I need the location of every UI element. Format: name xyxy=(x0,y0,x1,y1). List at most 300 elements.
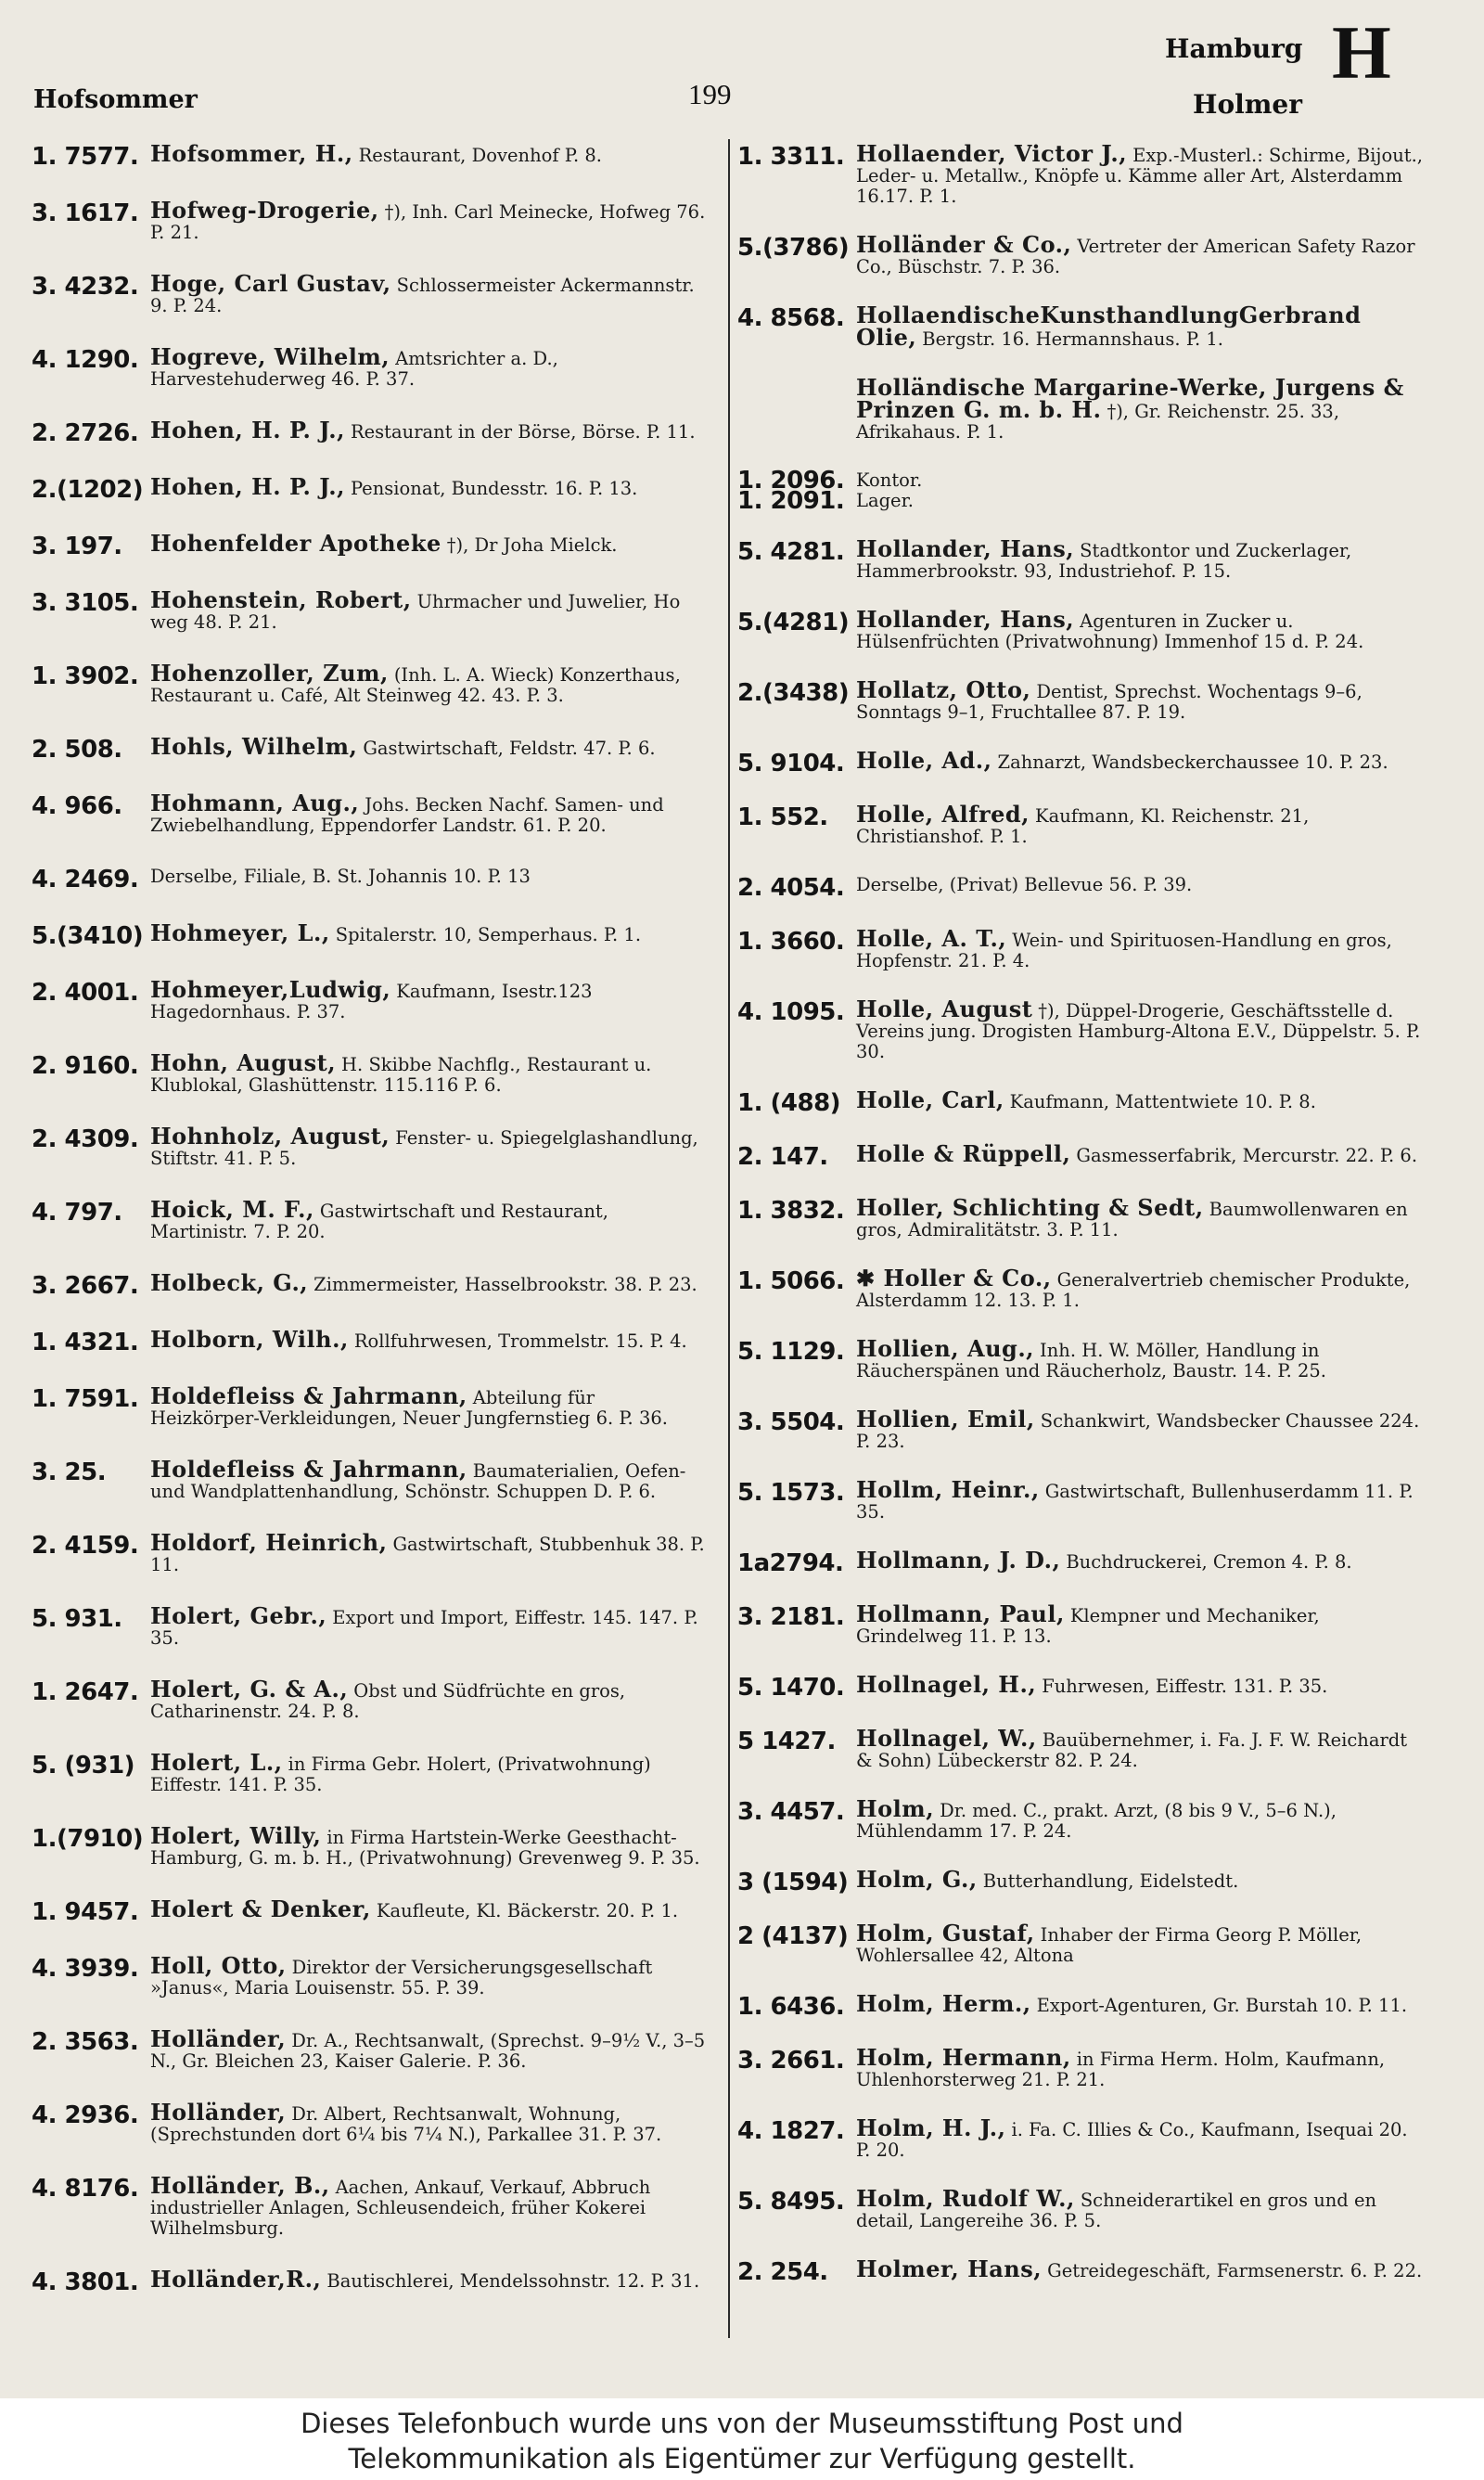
subscriber-details: Derselbe, Filiale, B. St. Johannis 10. P. 13 xyxy=(150,866,531,887)
phone-number: 5.(3410) xyxy=(32,922,144,950)
directory-entry xyxy=(32,1749,709,1826)
subscriber-details: in Firma Herm. Holm, Kaufmann, Uhlenhorsterweg 21. P. 21. xyxy=(856,2049,1386,2090)
subscriber-name: Holländer,R., xyxy=(150,2266,322,2293)
directory-entry xyxy=(737,2114,1424,2189)
subscriber-name: Hohmann, Aug., xyxy=(150,790,360,816)
subscriber-name: Holmer, Hans, xyxy=(856,2255,1043,2282)
phone-number: 2. 9160. xyxy=(32,1052,139,1080)
header-section-letter: H xyxy=(1332,10,1391,95)
subscriber-name: Hollmann, Paul, xyxy=(856,1600,1065,1627)
directory-entry xyxy=(737,875,1424,929)
directory-entry xyxy=(32,1895,709,1956)
phone-number: 4. 3801. xyxy=(32,2268,139,2296)
phone-number: 1. 9457. xyxy=(32,1898,139,1926)
subscriber-details: Bergstr. 16. Hermannshaus. P. 1. xyxy=(922,328,1223,350)
subscriber-name: Hollatz, Otto, xyxy=(856,676,1031,703)
subscriber-details: Zimmermeister, Hasselbrookstr. 38. P. 23. xyxy=(313,1274,697,1295)
subscriber-details: Abteilung für Heizkörper-Verkleidungen, Neuer Jungfernstieg 6. P. 36. xyxy=(150,1387,668,1429)
phone-number: 2. 4054. xyxy=(737,874,845,902)
phone-number: 3. 3105. xyxy=(32,589,139,617)
directory-entry xyxy=(32,976,709,1053)
phone-number: 5. 1470. xyxy=(737,1674,845,1702)
directory-entry xyxy=(737,1194,1424,1268)
subscriber-name: Holert, Gebr., xyxy=(150,1602,327,1629)
subscriber-details: Fuhrwesen, Eiffestr. 131. P. 35. xyxy=(1042,1676,1328,1697)
directory-entry xyxy=(737,2185,1424,2259)
entry-text xyxy=(150,976,709,1022)
phone-number: 3 (1594) xyxy=(737,1869,849,1896)
directory-entry xyxy=(32,790,709,867)
entry-text xyxy=(150,2172,709,2239)
directory-entry xyxy=(32,867,709,923)
phone-number: 1. 2647. xyxy=(32,1678,139,1706)
directory-entry xyxy=(32,1529,709,1606)
directory-entry xyxy=(32,733,709,793)
directory-entry xyxy=(737,467,1424,539)
entry-text xyxy=(150,2025,709,2072)
phone-number: 4. 1290. xyxy=(32,346,139,374)
subscriber-details: in Firma Gebr. Holert, (Privatwohnung) Eiffestr. 141. P. 35. xyxy=(150,1754,651,1795)
subscriber-details: Dr. med. C., prakt. Arzt, (8 bis 9 V., 5–6 N.), Mühlendamm 17. P. 24. xyxy=(856,1800,1337,1842)
phone-number: 5. 8495. xyxy=(737,2188,845,2216)
directory-entry xyxy=(737,231,1424,305)
subscriber-details: Bautischlerei, Mendelssohnstr. 12. P. 31. xyxy=(326,2270,700,2292)
subscriber-details: Gastwirtschaft, Stubbenhuk 38. P. 11. xyxy=(150,1534,705,1575)
subscriber-details: Kaufmann, Isestr.123 Hagedornhaus. P. 37. xyxy=(150,981,593,1022)
entry-text xyxy=(150,1529,709,1575)
subscriber-name: Hoge, Carl Gustav, xyxy=(150,270,391,297)
phone-number: 2. 508. xyxy=(32,736,122,764)
phone-number: 1a2794. xyxy=(737,1549,844,1577)
phone-number: 4. 3939. xyxy=(32,1955,139,1983)
subscriber-details: Klempner und Mechaniker, Grindelweg 11. P. 13. xyxy=(856,1605,1320,1647)
subscriber-name: Holert, G. & A., xyxy=(150,1676,349,1703)
subscriber-details: Export und Import, Eiffestr. 145. 147. P. 35. xyxy=(150,1607,698,1649)
entry-text xyxy=(856,801,1424,847)
subscriber-details: Kaufmann, Kl. Reichenstr. 21, Christianshof. P. 1. xyxy=(856,805,1310,847)
subscriber-details: Agenturen in Zucker u. Hülsenfrüchten (Privatwohnung) Immenhof 15 d. P. 24. xyxy=(856,610,1364,652)
entry-text xyxy=(856,470,1424,511)
directory-entry xyxy=(32,270,709,347)
subscriber-details: Aachen, Ankauf, Verkauf, Abbruch industrieller Anlagen, Schleusendeich, früher Kokerei Wilhelmsburg. xyxy=(150,2177,651,2239)
phone-number: 2 (4137) xyxy=(737,1922,849,1950)
entry-text xyxy=(150,1749,709,1795)
directory-entry xyxy=(32,417,709,477)
directory-entry xyxy=(737,925,1424,999)
subscriber-details: Buchdruckerei, Cremon 4. P. 8. xyxy=(1066,1551,1352,1573)
subscriber-details: †), Inh. Carl Meinecke, Hofweg 76. P. 21. xyxy=(150,201,706,243)
subscriber-details: Gasmesserfabrik, Mercurstr. 22. P. 6. xyxy=(1076,1145,1418,1166)
directory-entry xyxy=(737,801,1424,875)
subscriber-name: HollaendischeKunsthandlungGerbrand Olie, xyxy=(856,302,1362,351)
phone-number: 1. 3660. xyxy=(737,928,845,956)
right-column xyxy=(737,144,1424,2333)
directory-entry xyxy=(737,1086,1424,1144)
entry-text xyxy=(856,1795,1424,1842)
phone-number: 2. 254. xyxy=(737,2258,828,2286)
subscriber-details: †), Gr. Reichenstr. 25. 33, Afrikahaus. P. 1. xyxy=(856,401,1340,443)
directory-entry xyxy=(737,535,1424,610)
subscriber-details: Kaufleute, Kl. Bäckerstr. 20. P. 1. xyxy=(376,1900,679,1921)
phone-number: 3. 2181. xyxy=(737,1603,845,1631)
directory-entry xyxy=(32,1196,709,1273)
entry-text xyxy=(150,1676,709,1722)
subscriber-details: (Inh. L. A. Wieck) Konzerthaus, Restaurant u. Café, Alt Steinweg 42. 43. P. 3. xyxy=(150,664,681,706)
subscriber-details: Dr. A., Rechtsanwalt, (Sprechst. 9–9½ V., 3–5 N., Gr. Bleichen 23, Kaiser Galerie. P. 36. xyxy=(150,2030,706,2072)
subscriber-name: Hofsommer, H., xyxy=(150,144,353,167)
subscriber-details: Spitalerstr. 10, Semperhaus. P. 1. xyxy=(335,924,642,945)
phone-number: 1. 3902. xyxy=(32,662,139,690)
entry-text xyxy=(856,374,1424,443)
phone-number: 5.(3786) xyxy=(737,234,850,262)
subscriber-name: Holdefleiss & Jahrmann, xyxy=(150,1382,467,1409)
subscriber-name: Hollnagel, H., xyxy=(856,1671,1037,1698)
entry-text xyxy=(856,1725,1424,1771)
footer-notice xyxy=(0,2398,1484,2480)
entry-text xyxy=(150,417,709,443)
entry-text xyxy=(150,2099,709,2145)
entry-text xyxy=(856,1920,1424,1966)
subscriber-name: Hollien, Emil, xyxy=(856,1406,1035,1433)
subscriber-name: Hohenfelder Apotheke xyxy=(150,530,441,557)
entry-text xyxy=(856,1990,1424,2017)
entry-text xyxy=(856,1086,1424,1113)
footer-line-2: Telekommunikation als Eigentümer zur Verfügung gestellt. xyxy=(348,2443,1136,2474)
entry-text xyxy=(856,302,1424,351)
subscriber-details: Getreidegeschäft, Farmsenerstr. 6. P. 22. xyxy=(1047,2260,1423,2281)
entry-text xyxy=(856,535,1424,582)
directory-entry xyxy=(32,2099,709,2176)
subscriber-name: Hollmann, J. D., xyxy=(856,1547,1061,1574)
subscriber-details: †), Düppel-Drogerie, Geschäftsstelle d. Vereins jung. Drogisten Hamburg-Altona E.V., Düppelstr. 5. P. 30. xyxy=(856,1000,1421,1062)
directory-entry xyxy=(737,1547,1424,1604)
entry-text xyxy=(150,660,709,706)
subscriber-details: Exp.-Musterl.: Schirme, Bijout., Leder- u. Metallw., Knöpfe u. Kämme aller Art, Alsterdamm 16.17. P. 1. xyxy=(856,145,1423,207)
phone-number: 2.(3438) xyxy=(737,679,850,707)
subscriber-name: Holborn, Wilh., xyxy=(150,1326,349,1353)
subscriber-details: i. Fa. C. Illies & Co., Kaufmann, Isequai 20. P. 20. xyxy=(856,2119,1408,2161)
directory-entry xyxy=(32,2266,709,2326)
entry-text xyxy=(150,270,709,316)
phone-number: 4. 2936. xyxy=(32,2101,139,2129)
subscriber-name: Hollander, Hans, xyxy=(856,535,1075,562)
subscriber-name: Hohmeyer, L., xyxy=(150,919,330,946)
directory-entry xyxy=(32,2025,709,2102)
phone-number: 5. 931. xyxy=(32,1605,122,1633)
subscriber-name: Holländische Margarine-Werke, Jurgens & Prinzen G. m. b. H. xyxy=(856,374,1404,423)
directory-entry xyxy=(737,747,1424,804)
directory-entry xyxy=(737,606,1424,680)
subscriber-name: ✱ Holler & Co., xyxy=(856,1265,1052,1291)
subscriber-details: Uhrmacher und Juwelier, Ho weg 48. P. 21. xyxy=(150,591,681,633)
subscriber-details: Gastwirtschaft, Feldstr. 47. P. 6. xyxy=(363,738,656,759)
subscriber-details: Schankwirt, Wandsbecker Chaussee 224. P. 23. xyxy=(856,1410,1420,1452)
subscriber-name: Holert & Denker, xyxy=(150,1895,371,1922)
phone-number: 3. 197. xyxy=(32,533,122,560)
entry-text xyxy=(150,343,709,390)
entry-text xyxy=(150,1382,709,1429)
subscriber-details: Restaurant in der Börse, Börse. P. 11. xyxy=(350,421,696,443)
phone-number: 1. 3832. xyxy=(737,1197,845,1225)
subscriber-details: Restaurant, Dovenhof P. 8. xyxy=(358,145,602,166)
entry-text xyxy=(856,144,1424,207)
subscriber-details: Baumaterialien, Oefen- und Wandplattenhandlung, Schönstr. Schuppen D. P. 6. xyxy=(150,1460,686,1502)
directory-entry xyxy=(737,1476,1424,1550)
entry-text xyxy=(856,2044,1424,2090)
entry-text xyxy=(150,1952,709,1998)
subscriber-name: Holle, Ad., xyxy=(856,747,992,774)
directory-entry xyxy=(32,473,709,533)
subscriber-name: Holle, August xyxy=(856,996,1033,1022)
entry-text xyxy=(856,2185,1424,2231)
subscriber-details: Zahnarzt, Wandsbeckerchaussee 10. P. 23. xyxy=(997,752,1388,773)
subscriber-name: Holert, Willy, xyxy=(150,1822,322,1849)
directory-entry xyxy=(32,1123,709,1200)
phone-number: 1.(7910) xyxy=(32,1825,144,1853)
entry-text xyxy=(150,1123,709,1169)
subscriber-details: Butterhandlung, Eidelstedt. xyxy=(982,1870,1239,1892)
subscriber-details: Amtsrichter a. D., Harvestehuderweg 46. P. 37. xyxy=(150,348,558,390)
entry-text xyxy=(150,2266,709,2293)
phone-number: 5.(4281) xyxy=(737,609,850,636)
header-first-entry: Hofsommer xyxy=(33,85,198,114)
subscriber-details: Generalvertrieb chemischer Produkte, Alsterdamm 12. 13. P. 1. xyxy=(856,1269,1411,1311)
entry-text xyxy=(150,790,709,836)
directory-entry xyxy=(32,586,709,663)
entry-text xyxy=(856,231,1424,277)
directory-entry xyxy=(32,197,709,274)
entry-text xyxy=(150,1196,709,1242)
subscriber-details: Fenster- u. Spiegelglashandlung, Stiftstr. 41. P. 5. xyxy=(150,1127,698,1169)
subscriber-details: H. Skibbe Nachflg., Restaurant u. Klublokal, Glashüttenstr. 115.116 P. 6. xyxy=(150,1054,652,1096)
entry-text xyxy=(150,586,709,633)
subscriber-name: Holert, L., xyxy=(150,1749,283,1776)
subscriber-details: Baumwollenwaren en gros, Admiralitätstr. 3. P. 11. xyxy=(856,1199,1408,1240)
phone-number: 4. 797. xyxy=(32,1199,122,1227)
page-number: 199 xyxy=(688,78,732,110)
subscriber-name: Holm, xyxy=(856,1795,935,1822)
phone-number: 1. 4321. xyxy=(32,1329,139,1356)
phone-number: 3. 2661. xyxy=(737,2047,845,2075)
phone-number: 1. 6436. xyxy=(737,1993,845,2021)
directory-entry xyxy=(737,1140,1424,1198)
phone-number: 4. 1095. xyxy=(737,998,845,1026)
phone-number: 2. 4001. xyxy=(32,979,139,1007)
subscriber-details: Rollfuhrwesen, Trommelstr. 15. P. 4. xyxy=(353,1330,687,1352)
subscriber-name: Holländer & Co., xyxy=(856,231,1072,258)
entry-text xyxy=(150,1049,709,1096)
directory-entry xyxy=(32,530,709,590)
subscriber-name: Holländer, xyxy=(150,2025,287,2052)
directory-entry xyxy=(32,1822,709,1899)
entry-text xyxy=(150,1269,709,1296)
subscriber-name: Holle, Carl, xyxy=(856,1086,1004,1113)
directory-entry xyxy=(737,302,1424,378)
entry-text xyxy=(856,606,1424,652)
phone-number: 5. 4281. xyxy=(737,538,845,566)
directory-entry xyxy=(737,2255,1424,2313)
entry-text xyxy=(856,1547,1424,1574)
subscriber-details: Wein- und Spirituosen-Handlung en gros, Hopfenstr. 21. P. 4. xyxy=(856,930,1392,971)
subscriber-details: Bauübernehmer, i. Fa. J. F. W. Reichardt & Sohn) Lübeckerstr 82. P. 24. xyxy=(856,1729,1408,1771)
directory-entry xyxy=(32,1382,709,1459)
entry-text xyxy=(150,473,709,500)
phone-number: 5 1427. xyxy=(737,1728,836,1755)
phone-number: 2. 4159. xyxy=(32,1532,139,1560)
left-column xyxy=(32,144,709,2333)
directory-entry xyxy=(737,2044,1424,2118)
subscriber-details: Export-Agenturen, Gr. Burstah 10. P. 11. xyxy=(1036,1995,1408,2016)
phone-number: 5. 9104. xyxy=(737,750,845,777)
phone-number: 1. 7591. xyxy=(32,1385,139,1413)
directory-entry xyxy=(737,1265,1424,1339)
subscriber-name: Holm, Hermann, xyxy=(856,2044,1071,2071)
entry-text xyxy=(856,1671,1424,1698)
phone-number: 3. 1617. xyxy=(32,199,139,227)
directory-entry xyxy=(737,996,1424,1090)
phone-number: 5. 1573. xyxy=(737,1479,845,1507)
subscriber-details: Inh. H. W. Möller, Handlung in Räucherspänen und Räucherholz, Baustr. 14. P. 25. xyxy=(856,1340,1327,1381)
directory-entry xyxy=(32,1049,709,1126)
phone-number: 1. (488) xyxy=(737,1089,841,1117)
entry-text xyxy=(856,676,1424,723)
entry-text xyxy=(856,1600,1424,1647)
entry-text xyxy=(150,1326,709,1353)
directory-entry xyxy=(737,1920,1424,1994)
directory-entry xyxy=(32,343,709,420)
subscriber-details: Inhaber der Firma Georg P. Möller, Wohlersallee 42, Altona xyxy=(856,1924,1362,1966)
subscriber-name: Hollm, Heinr., xyxy=(856,1476,1040,1503)
phone-number: 3. 5504. xyxy=(737,1408,845,1436)
directory-entry xyxy=(737,676,1424,751)
entry-text xyxy=(150,1602,709,1649)
phone-number: 1. 552. xyxy=(737,803,828,831)
subscriber-details: Kontor. Lager. xyxy=(856,469,923,511)
entry-text xyxy=(150,530,709,557)
column-divider xyxy=(728,139,730,2338)
subscriber-details: Pensionat, Bundesstr. 16. P. 13. xyxy=(350,478,638,499)
subscriber-name: Holdorf, Heinrich, xyxy=(150,1529,388,1556)
directory-entry xyxy=(32,660,709,737)
subscriber-details: Gastwirtschaft, Bullenhuserdamm 11. P. 35. xyxy=(856,1481,1414,1523)
subscriber-name: Hoick, M. F., xyxy=(150,1196,314,1223)
directory-entry xyxy=(737,1990,1424,2048)
directory-entry xyxy=(737,1600,1424,1675)
subscriber-details: Dr. Albert, Rechtsanwalt, Wohnung, (Sprechstunden dort 6¼ bis 7¼ N.), Parkallee 31. P. 37. xyxy=(150,2103,662,2145)
phone-number: 3. 4232. xyxy=(32,273,139,301)
subscriber-details: Johs. Becken Nachf. Samen- und Zwiebelhandlung, Eppendorfer Landstr. 61. P. 20. xyxy=(150,794,664,836)
directory-entry xyxy=(32,1269,709,1330)
subscriber-name: Hogreve, Wilhelm, xyxy=(150,343,390,370)
directory-entry xyxy=(737,1725,1424,1799)
entry-text xyxy=(150,867,709,887)
directory-entry xyxy=(737,1866,1424,1923)
subscriber-name: Holm, G., xyxy=(856,1866,978,1893)
phone-number: 5. 1129. xyxy=(737,1338,845,1366)
entry-text xyxy=(856,925,1424,971)
phone-number: 1. 2096. 1. 2091. xyxy=(737,467,845,515)
subscriber-name: Holle, A. T., xyxy=(856,925,1007,952)
subscriber-name: Holle & Rüppell, xyxy=(856,1140,1071,1167)
phone-number: 4. 2469. xyxy=(32,866,139,893)
subscriber-name: Hollaender, Victor J., xyxy=(856,144,1128,167)
phone-number: 4. 8176. xyxy=(32,2175,139,2203)
directory-entry xyxy=(32,1602,709,1679)
entry-text xyxy=(856,1265,1424,1311)
subscriber-name: Holm, Gustaf, xyxy=(856,1920,1035,1947)
subscriber-details: Obst und Südfrüchte en gros, Catharinenstr. 24. P. 8. xyxy=(150,1680,626,1722)
subscriber-details: Direktor der Versicherungsgesellschaft »Janus«, Maria Louisenstr. 55. P. 39. xyxy=(150,1957,653,1998)
phone-number: 1. 5066. xyxy=(737,1267,845,1295)
entry-text xyxy=(856,1866,1424,1893)
directory-entry xyxy=(32,1952,709,2029)
footer-line-1: Dieses Telefonbuch wurde uns von der Museumsstiftung Post und xyxy=(301,2408,1183,2439)
phone-number: 1. 3311. xyxy=(737,144,845,171)
subscriber-name: Hohmeyer,Ludwig, xyxy=(150,976,391,1003)
directory-entry xyxy=(32,1326,709,1386)
entry-text xyxy=(856,2255,1424,2282)
subscriber-name: Holl, Otto, xyxy=(150,1952,287,1979)
entry-text xyxy=(150,197,709,243)
entry-text xyxy=(856,1194,1424,1240)
phone-number: 4. 1827. xyxy=(737,2117,845,2145)
phone-number: 5. (931) xyxy=(32,1752,135,1780)
subscriber-name: Holländer, B., xyxy=(150,2172,330,2199)
header-city: Hamburg xyxy=(1165,33,1303,64)
phone-number: 4. 966. xyxy=(32,792,122,820)
phone-number: 1. 7577. xyxy=(32,144,139,171)
subscriber-details: Derselbe, (Privat) Bellevue 56. P. 39. xyxy=(856,874,1193,895)
directory-entry xyxy=(32,144,709,200)
subscriber-name: Holdefleiss & Jahrmann, xyxy=(150,1456,467,1483)
directory-entry xyxy=(737,1795,1424,1870)
phone-number: 2. 4309. xyxy=(32,1125,139,1153)
subscriber-name: Hohnholz, August, xyxy=(150,1123,390,1150)
phone-number: 3. 25. xyxy=(32,1458,107,1486)
subscriber-name: Hollander, Hans, xyxy=(856,606,1075,633)
subscriber-details: Kaufmann, Mattentwiete 10. P. 8. xyxy=(1009,1091,1316,1112)
phone-number: 2.(1202) xyxy=(32,476,144,504)
subscriber-name: Hollien, Aug., xyxy=(856,1335,1035,1362)
directory-entry xyxy=(737,374,1424,470)
subscriber-name: Holm, Rudolf W., xyxy=(856,2185,1075,2212)
header-last-entry: Holmer xyxy=(1193,89,1302,120)
subscriber-name: Holländer, xyxy=(150,2099,287,2126)
entry-text xyxy=(150,1895,709,1922)
phone-number: 2. 147. xyxy=(737,1143,828,1171)
entry-text xyxy=(150,1456,709,1502)
phone-number: 3. 2667. xyxy=(32,1272,139,1300)
phone-number: 4. 8568. xyxy=(737,304,845,332)
directory-entry xyxy=(32,919,709,980)
entry-text xyxy=(856,747,1424,774)
entry-text xyxy=(856,1140,1424,1167)
subscriber-name: Holm, Herm., xyxy=(856,1990,1031,2017)
entry-text xyxy=(856,1476,1424,1523)
phone-number: 2. 2726. xyxy=(32,419,139,447)
phone-number: 2. 3563. xyxy=(32,2028,139,2056)
subscriber-details: †), Dr Joha Mielck. xyxy=(446,534,618,556)
subscriber-name: Hohls, Wilhelm, xyxy=(150,733,358,760)
subscriber-details: Dentist, Sprechst. Wochentags 9–6, Sonntags 9–1, Fruchtallee 87. P. 19. xyxy=(856,681,1362,723)
subscriber-details: Stadtkontor und Zuckerlager, Hammerbrookstr. 93, Industriehof. P. 15. xyxy=(856,540,1352,582)
directory-entry xyxy=(32,1676,709,1753)
subscriber-details: in Firma Hartstein-Werke Geesthacht-Hamburg, G. m. b. H., (Privatwohnung) Grevenweg 9. P. 35. xyxy=(150,1827,700,1869)
directory-entry xyxy=(32,1456,709,1533)
subscriber-name: Hohen, H. P. J., xyxy=(150,417,345,443)
subscriber-name: Hohenstein, Robert, xyxy=(150,586,412,613)
entry-text xyxy=(150,919,709,946)
